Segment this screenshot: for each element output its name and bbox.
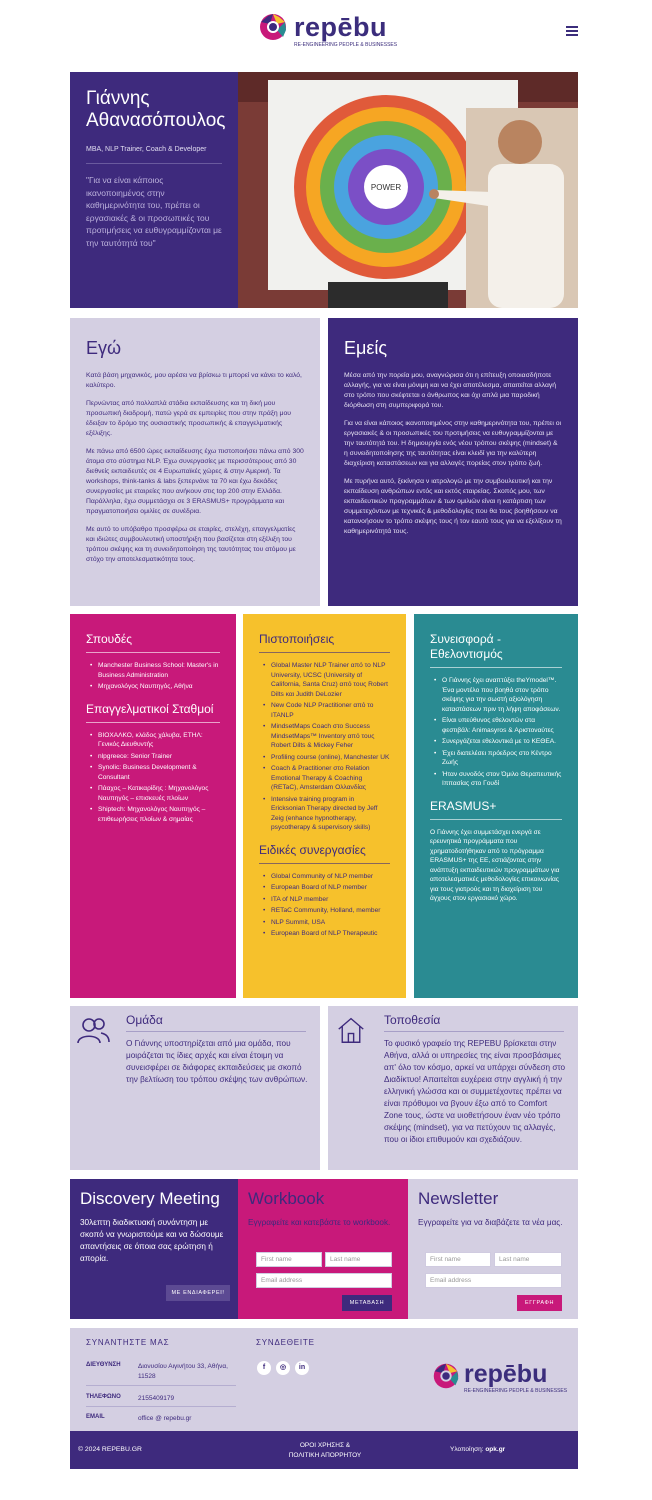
wheel-center-label: POWER — [370, 183, 402, 192]
workbook-title: Workbook — [248, 1189, 325, 1208]
list-item: • Είναι υπεύθυνος εθελοντών στα φεστιβάλ: Animasyros & Αριστοναύτες — [442, 716, 562, 735]
location-text: Το φυσικό γραφείο της REPEBU βρίσκεται στην Αθήνα, αλλά οι υπηρεσίες της είναι προσβάσιμες απ' όλο τον κόσμο, αρκεί να υπάρχει σύνδεση στο Διαδίκτυο! Απαιτείται ευχέρεια στην αγγλική ή την ελληνική γλώσσα και οι συμμετέχοντες πρέπει να είναι πρόθυμοι να βγουν έξω από το Comfort Zone τους, ώστε να υιοθετήσουν έναν νέο τρόπο σκέψης (mindset), για να πετύχουν τις αλλαγές, που οι ίδιοι επιθυμούν και σχεδιάζουν. — [384, 1039, 566, 1144]
hamburger-icon[interactable] — [566, 26, 578, 36]
erasmus-title: ERASMUS+ — [430, 799, 562, 820]
workbook-text: Εγγραφείτε και κατεβάστε το workbook. — [248, 1218, 391, 1227]
list-item: • New Code NLP Practitioner από το ITANLP — [271, 701, 390, 720]
team-text: Ο Γιάννης υποστηρίζεται από μια ομάδα, που μοιράζεται τις ίδιες αρχές και είναι έτοιμη να συνεισφέρει σε διάφορες εκπαιδεύσεις με σκοπό την βελτίωση του τρόπου σκέψης των ανθρώπων. — [126, 1039, 308, 1084]
gear-logo-icon — [430, 1360, 462, 1392]
partnerships-title: Ειδικές συνεργασίες — [259, 843, 390, 864]
studies-column — [70, 614, 236, 998]
email-label: EMAIL — [86, 1414, 105, 1420]
site-header — [0, 0, 652, 62]
discovery-meeting-card — [70, 1179, 238, 1319]
made-by[interactable] — [450, 1446, 505, 1453]
hero-name: Γιάννης Αθανασόπουλος — [86, 88, 226, 131]
phone-value[interactable]: 2155409179 — [138, 1395, 175, 1402]
brand-tagline: RE-ENGINEERING PEOPLE & BUSINESSES — [294, 42, 398, 48]
divider — [126, 1031, 306, 1032]
site-logo[interactable] — [256, 10, 398, 52]
made-by-label: Υλοποίηση: — [450, 1446, 484, 1453]
about-us-title: Εμείς — [344, 338, 388, 358]
discovery-text: 30λεπτη διαδικτυακή συνάντηση με σκοπό να γνωριστούμε και να δώσουμε απαντήσεις σε όποια σας ερώτηση ή απορία. — [80, 1218, 224, 1263]
hero-subtitle: MBA, NLP Trainer, Coach & Developer — [86, 146, 207, 153]
last-name-field[interactable]: Last name — [494, 1252, 562, 1267]
first-name-field[interactable]: First name — [256, 1252, 322, 1267]
list-item: • ΒΙΟΧΑΛΚΟ, κλάδος χάλυβα, ΕΤΗΛ: Γενικός Διευθυντής — [98, 731, 220, 750]
about-me-paragraph: Με αυτό το υπόβαθρο προσφέρω σε εταιρίες, στελέχη, επαγγελματίες και ιδιώτες συμβουλευτική υποστήριξη που βασίζεται στη εξέλιξη του τρόπου σκέψης και τη συνειδητοποίηση της ταυτότητας του ατόμου με στόχο την αποτελεσματικότητα τους. — [86, 526, 296, 563]
terms-link[interactable] — [270, 1441, 380, 1461]
erasmus-text: Ο Γιάννης έχει συμμετάσχει ενεργά σε ερευνητικά προγράμματα που χρηματοδοτήθηκαν από το πρόγραμμα ERASMUS+ της ΕΕ, εστιάζοντας στην ανάπτυξη εκπαιδευτικών προγραμμάτων για αποτελεσματικές μεθοδολογίες επικοινωνίας για τους γιατρούς και τη διαχείριση του άγχους στον εργασιακό χώρο. — [430, 828, 560, 902]
list-item: • Manchester Business School: Master's in Business Administration — [98, 661, 220, 680]
about-me-paragraph: Περνώντας από πολλαπλά στάδια εκπαίδευσης και τη δική μου προσωπική διαδρομή, πατώ γερά σε εμπειρίες που στην πράξη μου έδειξαν το δρόμο της ουσιαστικής προσωπικής & επαγγελματικής εξέλιξης. — [86, 400, 291, 437]
career-list — [86, 731, 220, 825]
phone-label: ΤΗΛΕΦΩΝΟ — [86, 1394, 121, 1400]
list-item: • Profiling course (online), Manchester UK — [271, 753, 390, 763]
list-item: • Synolic: Business Development & Consultant — [98, 763, 220, 782]
made-by-name: opk.gr — [485, 1446, 506, 1453]
list-item: • ITA of NLP member — [271, 895, 390, 905]
email-value[interactable]: office @ repebu.gr — [138, 1415, 192, 1422]
list-item: • Έχει διατελέσει πρόεδρος στο Κέντρο Ζωής — [442, 749, 562, 768]
brand-tagline: RE-ENGINEERING PEOPLE & BUSINESSES — [464, 1388, 568, 1394]
list-item: • Συνεργάζεται εθελοντικά με το ΚΕΘΕΑ. — [442, 737, 562, 747]
divider — [384, 1031, 564, 1032]
list-item: • Μηχανολόγος Ναυπηγός, Αθήνα — [98, 682, 220, 692]
instagram-icon[interactable]: ◎ — [276, 1361, 290, 1375]
about-us-paragraph: Για να είναι κάποιος ικανοποιημένος στην καθημερινότητα του, πρέπει οι εργασιακές & οι προσωπικές του προτιμήσεις να ευθυγραμμίζονται με την ταυτότητά του. Η δημιουργία ενός νέου τρόπου σκέψης (mindset) & η συνειδητοποίησης της ταυτότητας είναι κλειδί για την καλύτερη διαχείριση καταστάσεων και για αλλαγές πορείας στον τρόπο ζωή. — [344, 420, 562, 467]
about-us-paragraph: Με πυρήνα αυτό, ξεκίνησα ν ιατρολογώ με την συμβουλευτική και την εκπαίδευση ανθρώπων εντός και εκτός εταιρείας. Σκοπός μου, των εκπαιδευτικών προγραμμάτων & των ομιλιών είναι η κατάρτιση των συμμετεχόντων με τεχνικές & μεθοδολογίες που θα τους βοηθήσουν να κατανοήσουν το τρόπο σκέψης τους ή τον εαυτό τους για να εξελίξουν τη καθημερινότητά τους. — [344, 478, 562, 535]
list-item: • Ήταν συνοδός στον Όμιλο Θεραπευτικής Ιππασίας στο Γουδί — [442, 770, 562, 789]
list-item: • Ο Γιάννης έχει αναπτύξει theYmodel™. Ένα μοντέλο που βοηθά στον τρόπο σκέψης για την σωστή αξιολόγηση καταστάσεων πριν τη λήψη αποφάσεων. — [442, 676, 562, 714]
brand-name: repēbu — [464, 1360, 548, 1388]
brand-name: repēbu — [294, 12, 388, 42]
privacy-line: ΠΟΛΙΤΙΚΗ ΑΠΟΡΡΗΤΟΥ — [288, 1452, 362, 1459]
list-item: • Global Master NLP Trainer από το NLP University, UCSC (University of California, Santa Cruz) από τους Robert Dilts και Judith DeLozier — [271, 661, 390, 699]
go-button[interactable]: ΜΕΤΑΒΑΣΗ — [342, 1295, 392, 1311]
email-field[interactable]: Email address — [425, 1273, 562, 1288]
list-item: • NLP Summit, USA — [271, 918, 390, 928]
discovery-title: Discovery Meeting — [80, 1189, 220, 1208]
volunteering-column — [414, 614, 578, 998]
address-label: ΔΙΕΥΘΥΝΣΗ — [86, 1362, 121, 1368]
career-title: Επαγγελματικοί Σταθμοί — [86, 702, 220, 723]
workbook-card — [238, 1179, 408, 1319]
about-me-title: Εγώ — [86, 338, 122, 358]
team-title: Ομάδα — [126, 1013, 163, 1027]
list-item: • European Board of NLP Therapeutic — [271, 929, 390, 939]
volunteering-title: Συνεισφορά - Εθελοντισμός — [430, 632, 562, 668]
divider — [86, 163, 222, 164]
connect-title: ΣΥΝΔΕΘΕΙΤΕ — [256, 1338, 315, 1347]
gear-logo-icon — [256, 10, 290, 44]
studies-list — [86, 661, 220, 692]
hero-quote: "Για να είναι κάποιος ικανοποιημένος στην καθημερινότητα του, πρέπει οι εργασιακές & οι προσωπικές του προτιμήσεις να ευθυγραμμίζονται με την ταυτότητά του" — [86, 175, 222, 248]
team-panel — [70, 1006, 320, 1170]
about-me-paragraph: Με πάνω από 6500 ώρες εκπαίδευσης έχω πιστοποιήσει πάνω από 300 άτομα στο σύστημα NLP. Έχω συνεργασίες με περισσότερους από 30 διεθνείς εκπαιδευτές σε 4 Ευρωπαϊκές χώρες & στην Αμερική. Τα workshops, think-tanks & labs ξεπερνάνε τα 70 και έχω δεκάδες συνεργασίες με εταιρείες που ανήκουν στις top 200 στην Ελλάδα. Παράλληλα, έχω συμμετάσχει σε 3 ERASMUS+ προγράμματα και πραγματοποιήσει ομιλίες σε συνέδρια. — [86, 448, 304, 515]
partnerships-list — [259, 872, 390, 939]
divider — [86, 1385, 236, 1386]
list-item: • Πάαχος – Κατικαρίδης : Μηχανολόγος Ναυπηγός – επισκευές πλοίων — [98, 784, 220, 803]
list-item: • MindsetMaps Coach στο Success MindsetMaps™ Inventory από τους Robert Dilts & Mickey Feher — [271, 722, 390, 751]
list-item: • Coach & Practitioner στο Relation Emotional Therapy & Coaching (RETaC), Amsterdam Ολλανδίας — [271, 764, 390, 793]
last-name-field[interactable]: Last name — [325, 1252, 392, 1267]
list-item: • nlpgreece: Senior Trainer — [98, 752, 220, 762]
about-us-panel — [328, 318, 578, 606]
hero-intro — [70, 72, 238, 308]
first-name-field[interactable]: First name — [425, 1252, 491, 1267]
certifications-title: Πιστοποιήσεις — [259, 632, 390, 653]
subscribe-button[interactable]: ΕΓΓΡΑΦΗ — [517, 1295, 562, 1311]
copyright: © 2024 REPEBU.GR — [78, 1446, 142, 1453]
certifications-list — [259, 661, 390, 833]
meet-us-title: ΣΥΝΑΝΤΗΣΤΕ ΜΑΣ — [86, 1338, 170, 1347]
volunteering-list — [430, 676, 562, 789]
list-item: • Intensive training program in Ericksonian Therapy directed by Jeff Zeig (enhance hypnotherapy, psycotherapy & supervisory skills) — [271, 795, 390, 833]
newsletter-card — [408, 1179, 578, 1319]
studies-title: Σπουδές — [86, 632, 220, 653]
about-me-panel — [70, 318, 320, 606]
hero-photo — [238, 72, 578, 308]
users-icon — [76, 1016, 110, 1044]
list-item: • RETaC Community, Holland, member — [271, 906, 390, 916]
location-panel — [328, 1006, 578, 1170]
about-me-paragraph: Κατά βάση μηχανικός, μου αρέσει να βρίσκω τι μπορεί να κάνει το καλό, καλύτερο. — [86, 372, 302, 389]
divider — [86, 1406, 236, 1407]
interested-button[interactable]: ΜΕ ΕΝΔΙΑΦΕΡΕΙ! — [166, 1285, 230, 1301]
location-title: Τοποθεσία — [384, 1013, 441, 1027]
footer-logo[interactable] — [430, 1360, 568, 1400]
linkedin-icon[interactable]: in — [295, 1361, 309, 1375]
list-item: • Shiptech: Μηχανολόγος Ναυπηγός – επιθεωρήσεις πλοίων & σημαίας — [98, 805, 220, 824]
footer-bar — [70, 1431, 578, 1469]
address-value: Διονυσίου Αιγινήτου 33, Αθήνα, 11528 — [138, 1363, 228, 1380]
newsletter-text: Εγγραφείτε για να διαβάζετε τα νέα μας. — [418, 1218, 563, 1227]
facebook-icon[interactable]: f — [257, 1361, 271, 1375]
newsletter-title: Newsletter — [418, 1189, 499, 1208]
terms-line: ΟΡΟΙ ΧΡΗΣΗΣ & — [299, 1442, 351, 1449]
presenter-photo — [238, 72, 578, 308]
certifications-column — [243, 614, 406, 998]
list-item: • Global Community of NLP member — [271, 872, 390, 882]
about-us-paragraph: Μέσα από την πορεία μου, αναγνώρισα ότι η επίτευξη οποιασδήποτε αλλαγής, για να είναι μόνιμη και να έχει αποτέλεσμα, απαιτείται αλλαγή στο τρόπο που σκέφτεται ο άνθρωπος και όχι απλά μια παροδική διόρθωση στη συμπεριφορά του. — [344, 372, 557, 409]
email-field[interactable]: Email address — [256, 1273, 392, 1288]
list-item: • European Board of NLP member — [271, 883, 390, 893]
home-icon — [334, 1016, 368, 1044]
